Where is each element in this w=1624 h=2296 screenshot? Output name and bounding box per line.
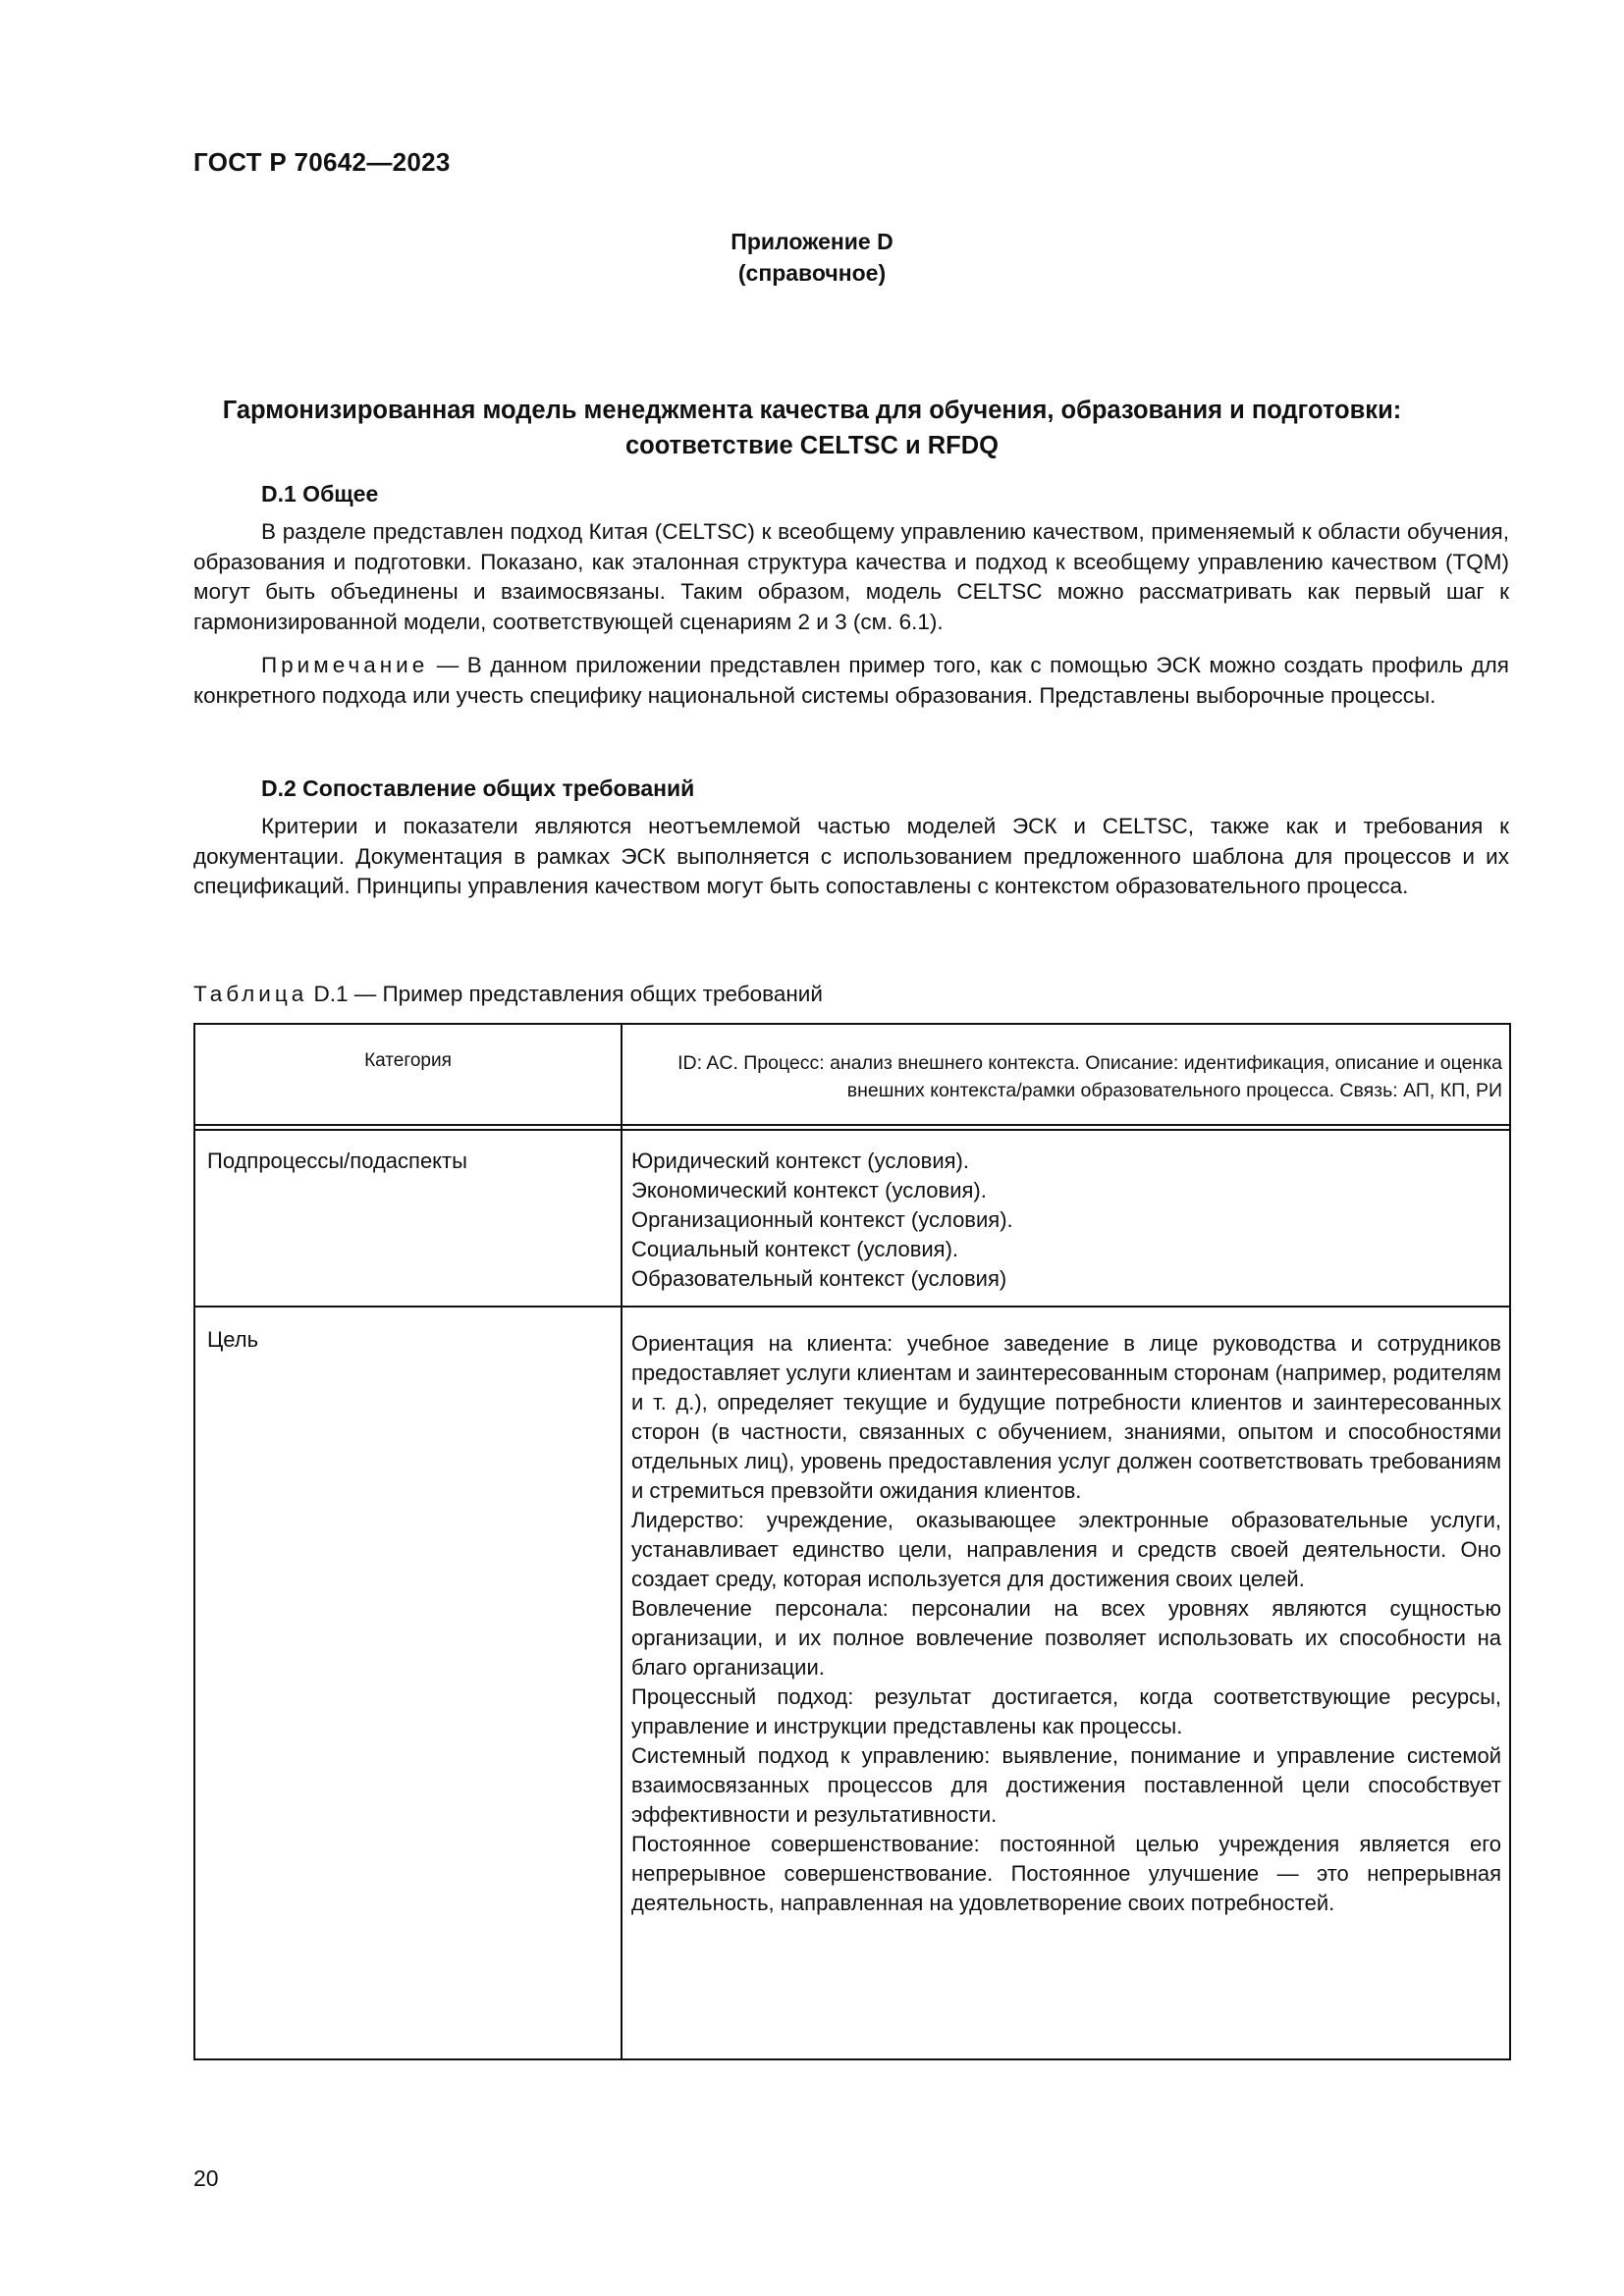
annex-title (147, 393, 1477, 463)
table-column-divider (621, 1025, 623, 2058)
table-row-content (631, 1329, 1501, 1918)
table-row-label: Цель (207, 1327, 259, 1352)
annex-title-line1: Гармонизированная модель менеджмента качества для обучения, образования и подготовки: (222, 397, 1402, 424)
annex-title-line2: соответствие CELTSC и RFDQ (624, 432, 999, 459)
annex-label: Приложение D (731, 229, 893, 254)
goal-paragraph: Процессный подход: результат достигается, когда соответствующие ресурсы, управление и инструкции представлены как процессы. (631, 1684, 1501, 1738)
note-text: — В данном приложении представлен пример того, как с помощью ЭСК можно создать профиль для конкретного подхода или учесть специфику национальной системы образования. Представлены выборочные процессы. (193, 653, 1509, 708)
list-item: Организационный контекст (условия). (631, 1207, 1013, 1232)
table-caption (193, 982, 823, 1007)
section-d2-paragraph: Критерии и показатели являются неотъемлемой частью моделей ЭСК и CELTSC, также как и требования к документации. Документация в рамках ЭСК выполняется с использованием предложенного шаблона для процессов и их спецификаций. Принципы управления качеством могут быть сопоставлены с контекстом образовательного процесса. (193, 814, 1509, 898)
section-d1-paragraph: В разделе представлен подход Китая (CELTSC) к всеобщему управлению качеством, применяемый к области обучения, образования и подготовки. Показано, как эталонная структура качества и подход к всеобщему управлению качеством (TQM) могут быть объединены и взаимосвязаны. Таким образом, модель CELTSC можно рассматривать как первый шаг к гармонизированной модели, соответствующей сценариям 2 и 3 (см. 6.1). (193, 519, 1509, 634)
list-item: Экономический контекст (условия). (631, 1178, 987, 1202)
goal-paragraph: Вовлечение персонала: персоналии на всех уровнях являются сущностью организации, и их полное вовлечение позволяет использовать их способности на благо организации. (631, 1596, 1501, 1680)
standard-code: ГОСТ Р 70642—2023 (193, 147, 451, 177)
goal-paragraph: Лидерство: учреждение, оказывающее электронные образовательные услуги, устанавливает единство цели, направления и средств своей деятельности. Оно создает среду, которая используется для достижения своих целей. (631, 1508, 1501, 1591)
goal-paragraph: Системный подход к управлению: выявление, понимание и управление системой взаимосвязанных процессов для достижения поставленной цели способствует эффективности и результативности. (631, 1743, 1501, 1827)
requirements-table (193, 1023, 1511, 2060)
list-item: Юридический контекст (условия). (631, 1148, 969, 1173)
annex-heading (0, 226, 1624, 289)
table-header-divider (195, 1124, 1509, 1126)
goal-paragraph: Ориентация на клиента: учебное заведение в лице руководства и сотрудников предоставляет услуги клиентам и заинтересованным сторонам (например, родителям и т. д.), определяет текущие и будущие потребности клиентов и заинтересованных сторон (в частности, связанных с обучением, знаниями, опытом и способностями отдельных лиц), уровень предоставления услуг должен соответствовать требованиям и стремиться превзойти ожидания клиентов. (631, 1331, 1502, 1503)
note-label: Примечание (261, 653, 429, 677)
table-header-divider (195, 1129, 1509, 1131)
list-item: Образовательный контекст (условия) (631, 1266, 1007, 1291)
page-number: 20 (193, 2165, 219, 2191)
section-d1-note (193, 651, 1509, 711)
table-row-divider (195, 1306, 1509, 1308)
table-header-description: ID: AC. Процесс: анализ внешнего контекста. Описание: идентификация, описание и оценка внешних контекста/рамки образовательного процесса. Связь: АП, КП, РИ (677, 1052, 1502, 1101)
goal-paragraph: Постоянное совершенствование: постоянной целью учреждения является его непрерывное совершенствование. Постоянное улучшение — это непрерывная деятельность, направленная на удовлетворение своих потребностей. (631, 1832, 1501, 1915)
table-caption-label: Таблица (193, 982, 308, 1006)
annex-status: (справочное) (737, 260, 887, 286)
section-d2-heading: D.2 Сопоставление общих требований (261, 775, 695, 801)
table-row-label: Подпроцессы/подаспекты (207, 1148, 467, 1173)
section-d1-heading: D.1 Общее (261, 481, 379, 507)
list-item: Социальный контекст (условия). (631, 1237, 959, 1261)
table-row-content (631, 1147, 1501, 1294)
table-header-category: Категория (364, 1050, 452, 1071)
table-caption-text: D.1 — Пример представления общих требований (307, 982, 823, 1006)
